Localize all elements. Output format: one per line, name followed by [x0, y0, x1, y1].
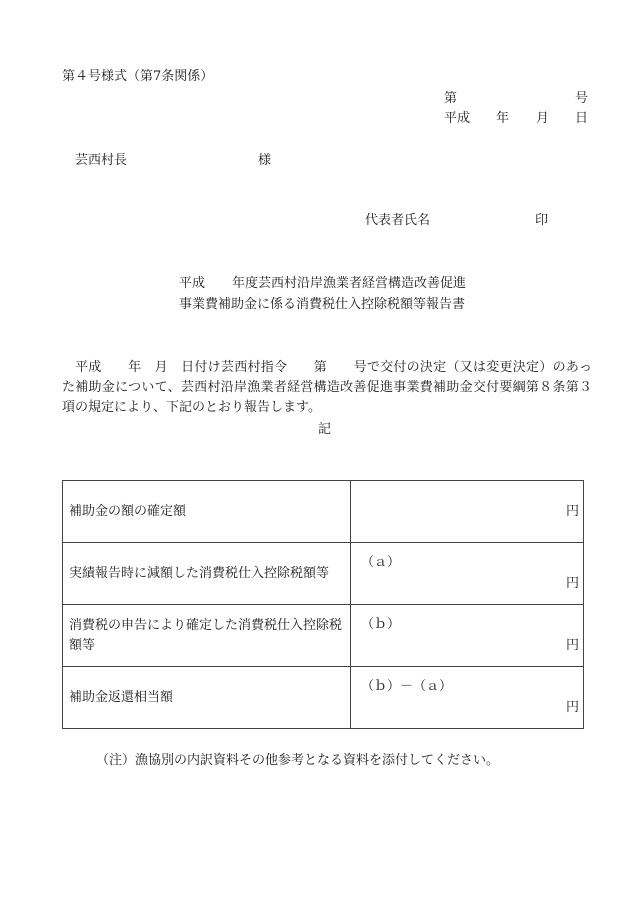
value-subscript: （ｂ）－（ａ）: [361, 679, 453, 694]
unit-yen: 円: [565, 700, 579, 715]
value-cell: [351, 605, 584, 667]
row-label: 消費税の申告により確定した消費税仕入控除税額等: [63, 605, 351, 667]
table-row: [63, 481, 584, 543]
ki-heading: 記: [318, 422, 332, 437]
date-month: 月: [536, 111, 550, 126]
date-era: 平成: [444, 111, 471, 126]
doc-number-suffix: 号: [575, 91, 589, 106]
title-line1: 年度芸西村沿岸漁業者経営構造改善促進: [232, 276, 467, 291]
title-era: 平成: [179, 276, 206, 291]
doc-number-prefix: 第: [444, 91, 458, 106]
table-row: [63, 543, 584, 605]
value-cell: [351, 667, 584, 729]
row-label: 実績報告時に減額した消費税仕入控除税額等: [63, 543, 351, 605]
unit-yen: 円: [565, 504, 579, 519]
form-id: 第４号様式（第7条関係）: [62, 69, 214, 84]
report-table: [62, 480, 584, 729]
value-cell: [351, 481, 584, 543]
value-cell: [351, 543, 584, 605]
unit-yen: 円: [565, 576, 579, 591]
row-label: 補助金返還相当額: [63, 667, 351, 729]
footnote: （注）漁協別の内訳資料その他参考となる資料を添付してください。: [96, 753, 500, 768]
addressee-name: 芸西村長: [75, 153, 128, 168]
date-year: 年: [496, 111, 510, 126]
addressee-honorific: 様: [258, 153, 272, 168]
value-subscript: （ａ）: [361, 555, 401, 570]
row-label: 補助金の額の確定額: [63, 481, 351, 543]
value-subscript: （ｂ）: [361, 617, 401, 632]
seal-mark: 印: [535, 213, 549, 228]
table-row: [63, 605, 584, 667]
table-row: [63, 667, 584, 729]
date-day: 日: [575, 111, 589, 126]
unit-yen: 円: [565, 638, 579, 653]
representative-label: 代表者氏名: [365, 213, 431, 228]
title-line2: 事業費補助金に係る消費税仕入控除税額等報告書: [179, 297, 466, 312]
body-paragraph: 平成 年 月 日付け芸西村指令 第 号で交付の決定（又は変更決定）のあった補助金について、芸西村沿岸漁業者経営構造改善促進事業費補助金交付要綱第８条第３項の規定により、下記のとおり報告します。: [62, 360, 592, 415]
